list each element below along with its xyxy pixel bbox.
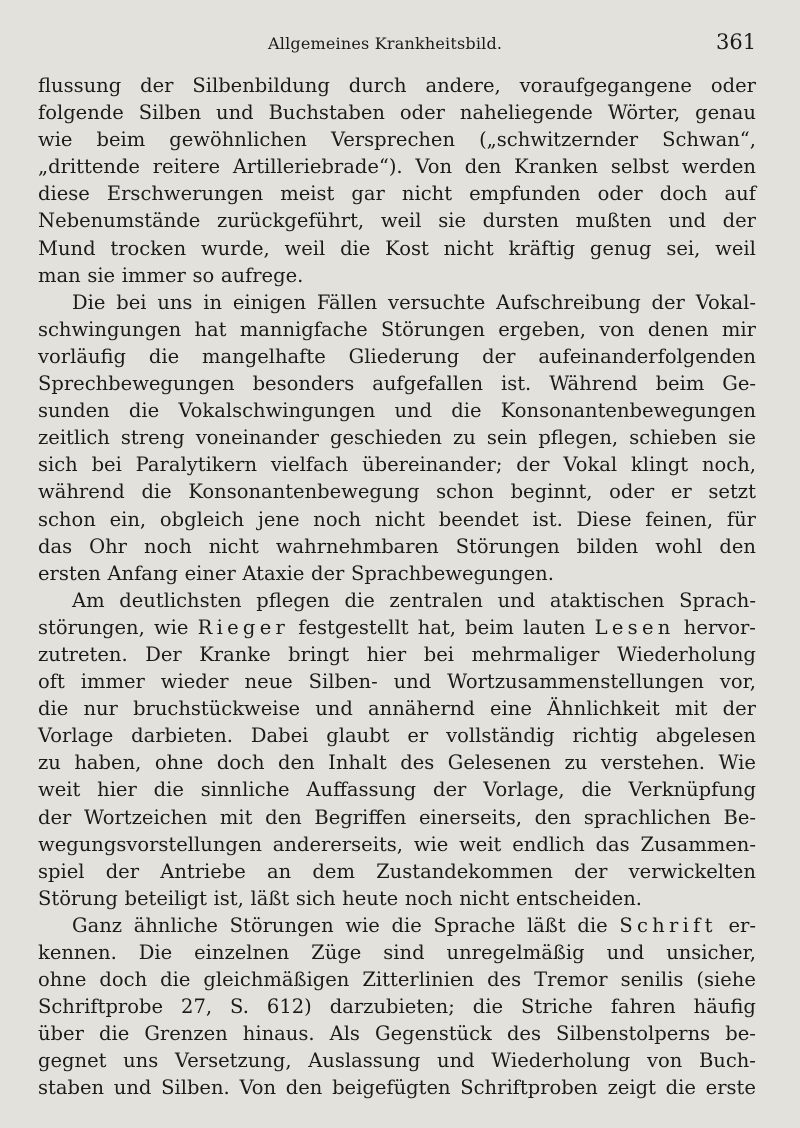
text-line: Störung beteiligt ist, läßt sich heute noch nicht entscheiden. <box>38 886 642 910</box>
text-line: störungen, wie Rieger festgestellt hat, beim lauten Lesen hervor- <box>38 615 756 639</box>
text-line: das Ohr noch nicht wahrnehmbaren Störungen bilden wohl den <box>38 534 756 558</box>
text-line: man sie immer so aufrege. <box>38 263 304 287</box>
page-number: 361 <box>716 30 757 54</box>
text-line: gegnet uns Versetzung, Auslassung und Wiederholung von Buch- <box>38 1049 756 1073</box>
text-line: wie beim gewöhnlichen Versprechen („schwitzernder Schwan“, <box>38 128 756 152</box>
text-line: die nur bruchstückweise und annähernd eine Ähnlichkeit mit der <box>38 697 756 721</box>
text-line: ersten Anfang einer Ataxie der Sprachbewegungen. <box>38 561 554 585</box>
paragraph <box>38 289 756 587</box>
text-line: der Wortzeichen mit den Begriffen einerseits, den sprachlichen Be- <box>38 805 756 829</box>
text-line: oft immer wieder neue Silben- und Wortzusammenstellungen vor, <box>38 670 756 694</box>
text-line: Nebenumstände zurückgeführt, weil sie dursten mußten und der <box>38 209 756 233</box>
text-line: diese Erschwerungen meist gar nicht empfunden oder doch auf <box>38 182 756 206</box>
text-line: schwingungen hat mannigfache Störungen ergeben, von denen mir <box>38 317 756 341</box>
running-head: Allgemeines Krankheitsbild. <box>268 34 503 53</box>
text-line: spiel der Antriebe an dem Zustandekommen der verwickelten <box>38 859 756 883</box>
text-line: „drittende reitere Artilleriebrade“). Von den Kranken selbst werden <box>38 155 756 179</box>
text-line: folgende Silben und Buchstaben oder naheliegende Wörter, genau <box>38 101 756 125</box>
text-line: weit hier die sinnliche Auffassung der Vorlage, die Verknüpfung <box>38 778 756 802</box>
paragraph <box>38 912 756 1102</box>
text-line: kennen. Die einzelnen Züge sind unregelmäßig und unsicher, <box>38 941 756 964</box>
text-line: zutreten. Der Kranke bringt hier bei mehrmaliger Wiederholung <box>38 642 756 666</box>
text-line: Schriftprobe 27, S. 612) darzubieten; die Striche fahren häufig <box>38 995 756 1019</box>
text-line: sunden die Vokalschwingungen und die Konsonantenbewegungen <box>38 399 756 423</box>
text-line: staben und Silben. Von den beigefügten Schriftproben zeigt die erste <box>38 1076 756 1100</box>
text-line: zeitlich streng voneinander geschieden zu sein pflegen, schieben sie <box>38 426 756 450</box>
text-line: flussung der Silbenbildung durch andere, voraufgegangene oder <box>38 74 756 97</box>
paragraph <box>38 72 756 289</box>
text-line: vorläufig die mangelhafte Gliederung der aufeinanderfolgenden <box>38 344 756 368</box>
body-text <box>38 72 756 1102</box>
text-line: Am deutlichsten pflegen die zentralen und ataktischen Sprach- <box>72 588 756 612</box>
text-line: zu haben, ohne doch den Inhalt des Gelesenen zu verstehen. Wie <box>38 751 756 775</box>
text-line: über die Grenzen hinaus. Als Gegenstück des Silbenstolperns be- <box>38 1022 756 1046</box>
text-line: Mund trocken wurde, weil die Kost nicht kräftig genug sei, weil <box>38 236 756 260</box>
text-line: Vorlage darbieten. Dabei glaubt er vollständig richtig abgelesen <box>38 724 756 748</box>
text-line: ohne doch die gleichmäßigen Zitterlinien des Tremor senilis (siehe <box>38 968 756 992</box>
page-header <box>0 30 800 58</box>
paragraph <box>38 587 756 912</box>
text-line: wegungsvorstellungen andererseits, wie weit endlich das Zusammen- <box>38 832 756 856</box>
text-line: während die Konsonantenbewegung schon beginnt, oder er setzt <box>38 480 756 504</box>
text-line: Sprechbewegungen besonders aufgefallen ist. Während beim Ge- <box>38 372 756 396</box>
text-line: sich bei Paralytikern vielfach übereinander; der Vokal klingt noch, <box>38 453 756 477</box>
text-line: Die bei uns in einigen Fällen versuchte Aufschreibung der Vokal- <box>72 290 756 314</box>
text-line: schon ein, obgleich jene noch nicht beendet ist. Diese feinen, für <box>38 507 756 531</box>
text-line: Ganz ähnliche Störungen wie die Sprache läßt die Schrift er- <box>72 913 756 937</box>
